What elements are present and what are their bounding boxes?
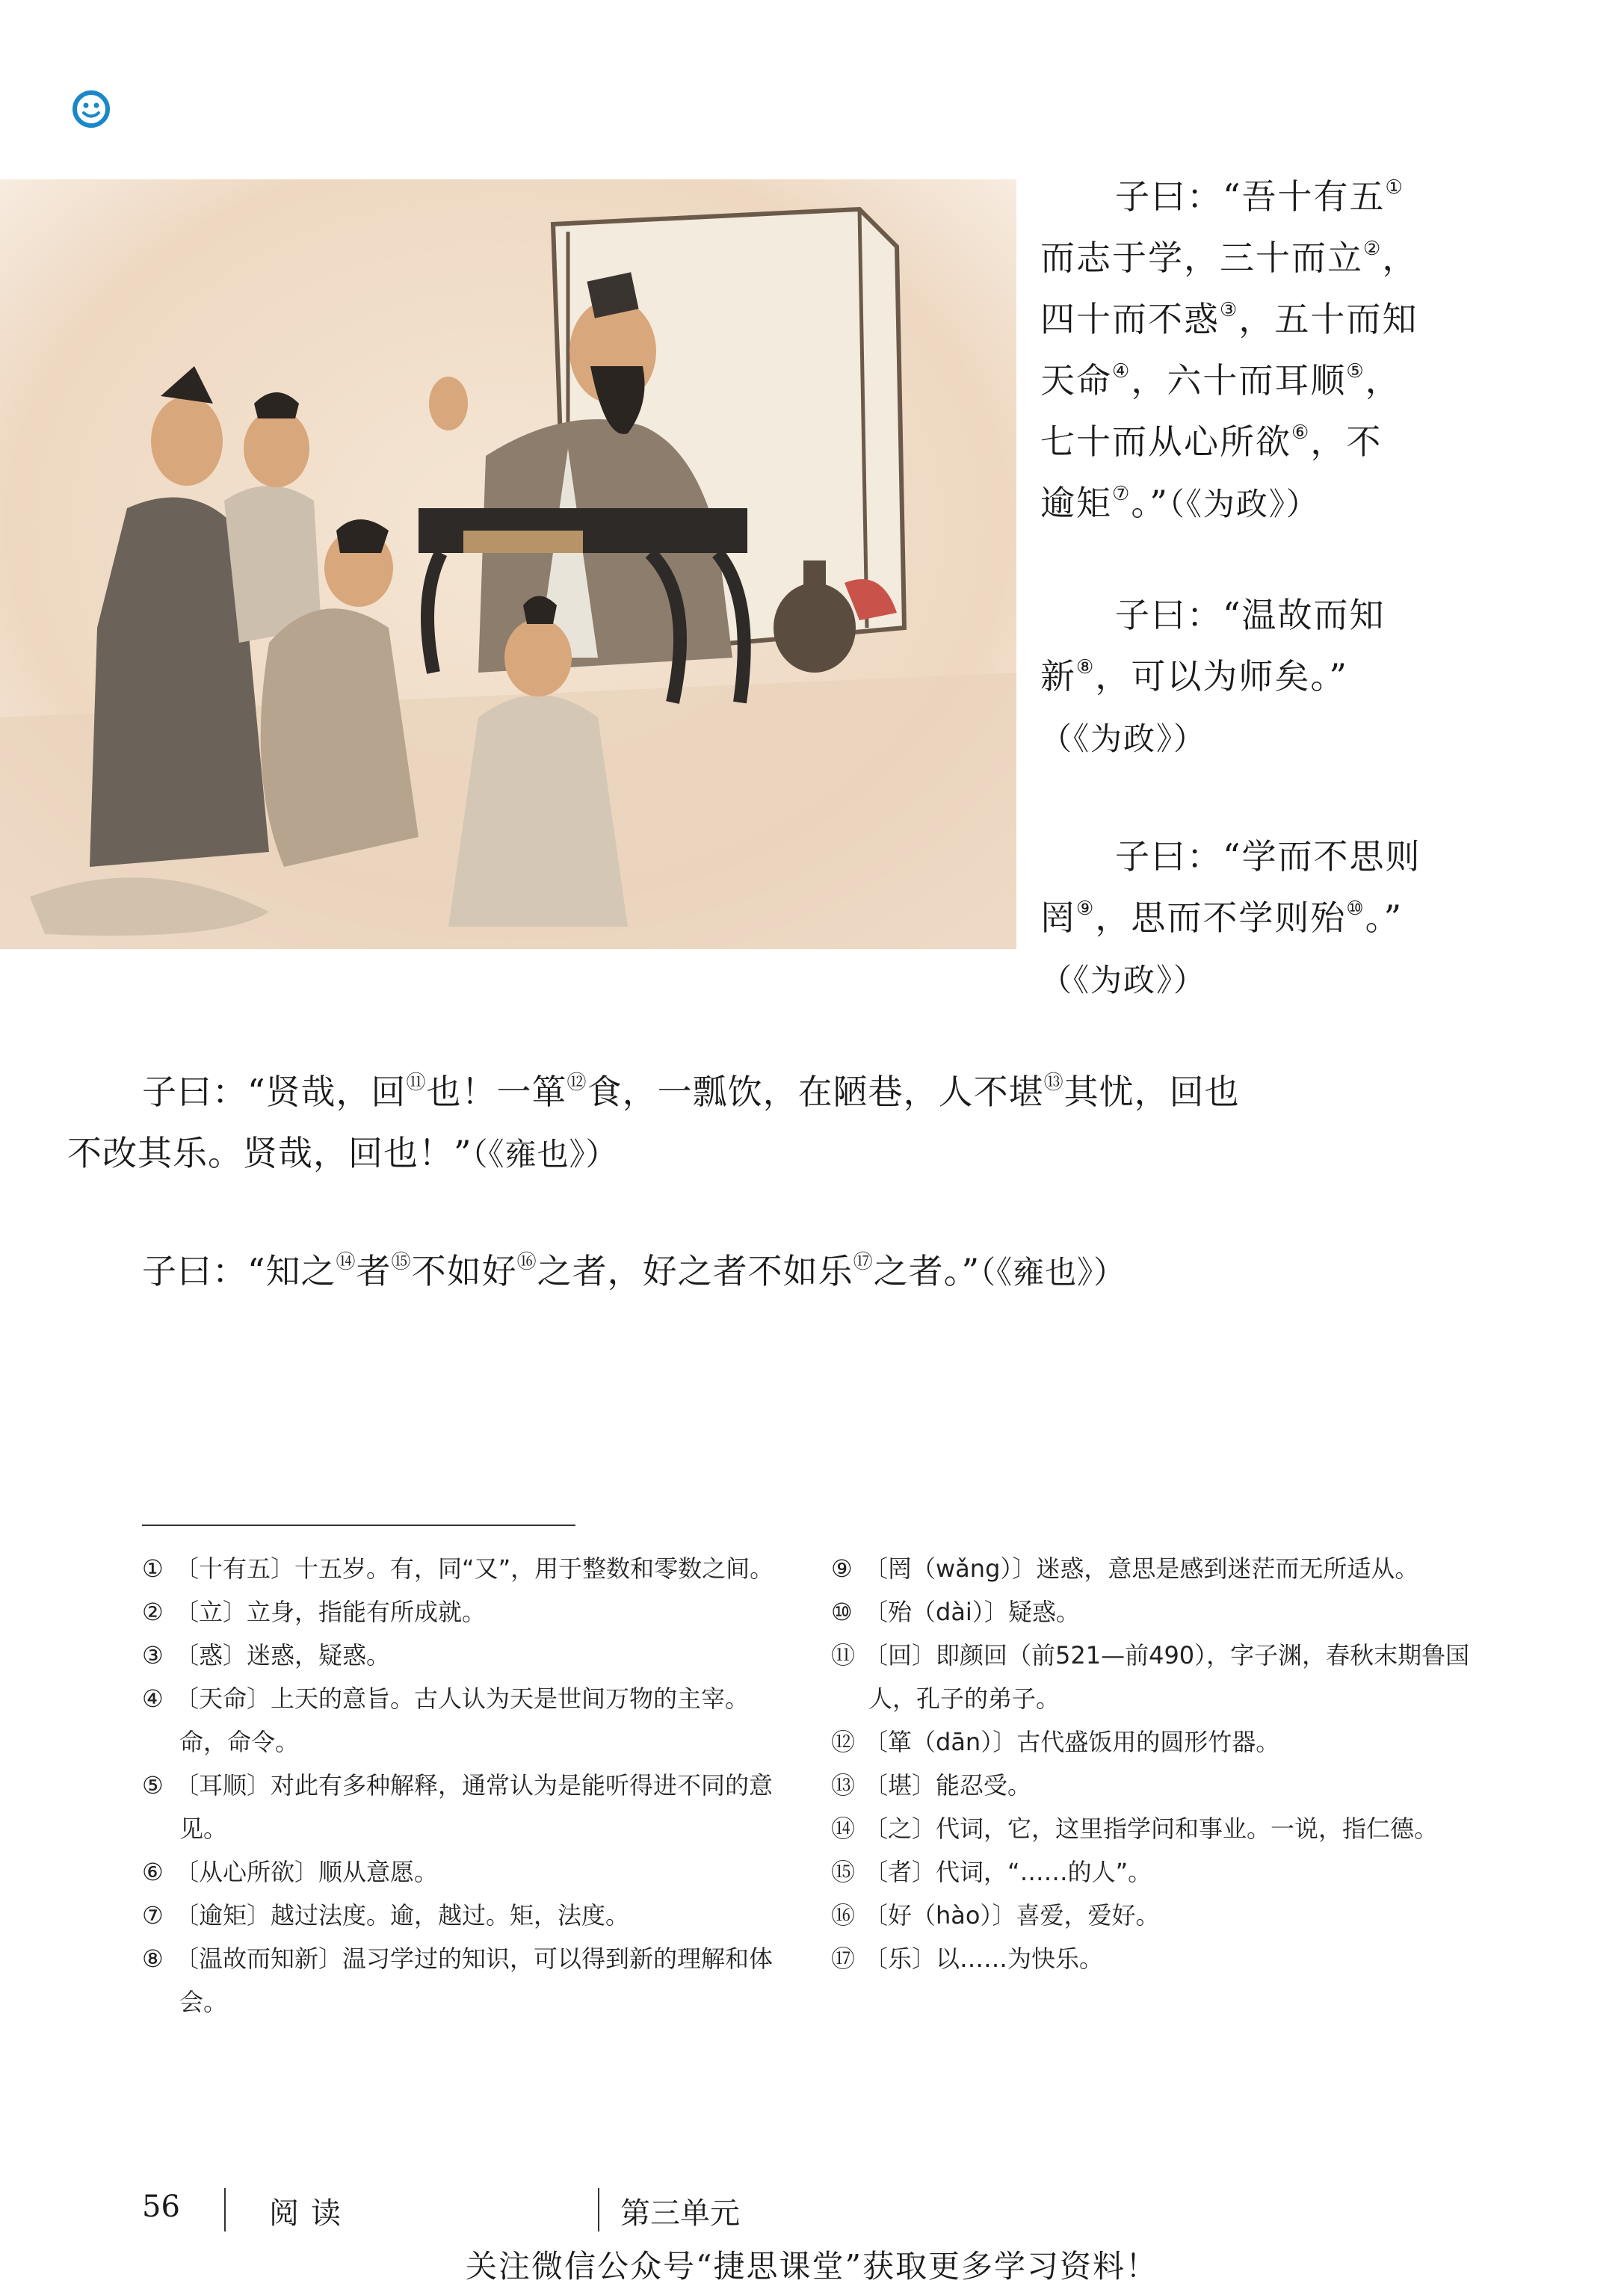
verse-text: 不改其乐。贤哉，回也！” <box>67 1133 472 1173</box>
verse-text: 逾矩 <box>1040 483 1112 523</box>
verse-source: （《为政》） <box>1040 720 1207 757</box>
footnote-item <box>142 1634 785 1677</box>
footnote-number: ⑥ <box>142 1858 164 1886</box>
footnote-divider <box>142 1525 575 1526</box>
footnote-text: 〔从心所欲〕顺从意愿。 <box>175 1858 439 1886</box>
footnote-ref: ① <box>1385 176 1404 199</box>
footnote-number: ⑮ <box>831 1858 856 1886</box>
footnote-ref: ⑩ <box>1346 898 1365 920</box>
footnote-item <box>142 1850 785 1894</box>
footnote-item <box>831 1807 1474 1850</box>
footnote-text: 〔堪〕能忍受。 <box>864 1771 1032 1800</box>
verse-line <box>67 1122 1457 1185</box>
verse-text: 子曰：“温故而知 <box>1115 595 1386 635</box>
verse-line <box>1040 288 1444 350</box>
verse-text: 之者。” <box>873 1251 981 1291</box>
footnotes-right <box>831 1547 1474 1980</box>
verse-text: 者 <box>356 1251 392 1291</box>
footnote-number: ⑫ <box>831 1728 856 1756</box>
footnote-number: ⑰ <box>831 1945 856 1973</box>
verse-line <box>1040 646 1444 707</box>
footnote-ref: ⑰ <box>853 1251 874 1273</box>
verse-text: 子曰：“吾十有五 <box>1115 176 1386 217</box>
unit-label: 第三单元 <box>620 2196 740 2231</box>
section-label: 阅读 <box>269 2196 353 2231</box>
verse-text: 之者，好之者不如乐 <box>537 1251 853 1291</box>
footnote-item <box>142 1764 785 1850</box>
footnote-ref: ④ <box>1112 360 1131 383</box>
footnote-number: ⑨ <box>831 1554 853 1583</box>
page-number: 56 <box>142 2190 180 2224</box>
footnote-number: ⑬ <box>831 1771 856 1800</box>
verse-xueersi <box>1040 826 1444 1011</box>
footnote-number: ③ <box>142 1641 164 1669</box>
confucius-teaching-illustration <box>0 179 1016 949</box>
verse-text: ，可以为师矣。” <box>1095 656 1348 696</box>
verse-text: 新 <box>1040 656 1076 696</box>
footnote-number: ⑭ <box>831 1814 856 1843</box>
verse-text: 也！一箪 <box>426 1072 567 1112</box>
verse-text: ，六十而耳顺 <box>1131 360 1347 401</box>
verse-line <box>1040 584 1444 646</box>
verse-text: 七十而从心所欲 <box>1040 421 1291 462</box>
footnote-text: 〔惑〕迷惑，疑惑。 <box>175 1641 391 1669</box>
verse-line <box>1040 707 1444 770</box>
footnote-ref: ⑫ <box>566 1072 587 1094</box>
footnote-ref: ⑭ <box>336 1251 356 1273</box>
footnote-ref: ⑧ <box>1076 656 1096 679</box>
footnote-item <box>831 1850 1474 1894</box>
footnote-text: 〔者〕代词，“……的人”。 <box>864 1858 1152 1886</box>
footnote-item <box>831 1894 1474 1937</box>
footnote-text: 〔耳顺〕对此有多种解释，通常认为是能听得进不同的意见。 <box>175 1771 774 1843</box>
smiley-icon <box>72 90 111 129</box>
verse-text: 四十而不惑 <box>1040 299 1220 339</box>
footnote-item <box>142 1677 785 1764</box>
footnote-text: 〔十有五〕十五岁。有，同“又”，用于整数和零数之间。 <box>175 1554 774 1583</box>
footnote-ref: ⑯ <box>516 1251 537 1273</box>
verse-text: 不如好 <box>411 1251 517 1291</box>
footnote-ref: ⑬ <box>1043 1072 1064 1094</box>
verse-text: 。” <box>1131 483 1169 523</box>
footnote-text: 〔乐〕以……为快乐。 <box>864 1945 1104 1973</box>
footnote-text: 〔殆（dài）〕疑惑。 <box>864 1598 1080 1626</box>
verse-line <box>1040 472 1444 535</box>
footnote-text: 〔逾矩〕越过法度。逾，越过。矩，法度。 <box>175 1901 630 1930</box>
verse-text: ，不 <box>1310 421 1383 462</box>
footer-divider <box>598 2188 599 2231</box>
verse-text: 罔 <box>1040 898 1076 938</box>
footnote-text: 〔好（hào）〕喜爱，爱好。 <box>864 1901 1160 1930</box>
verse-line <box>1040 411 1444 472</box>
verse-line <box>1040 350 1444 411</box>
verse-source: （《雍也》） <box>980 1254 1126 1291</box>
verse-text: 子曰：“知之 <box>142 1251 336 1291</box>
footnote-number: ⑯ <box>831 1901 856 1930</box>
verse-xianzai <box>67 1061 1457 1185</box>
verse-wengu <box>1040 584 1444 770</box>
verse-text: ， <box>1382 238 1418 278</box>
footnote-item <box>142 1894 785 1937</box>
footnote-number: ① <box>142 1554 164 1583</box>
footnote-ref: ⑦ <box>1112 483 1131 505</box>
footnote-number: ④ <box>142 1684 164 1713</box>
footnote-text: 〔之〕代词，它，这里指学问和事业。一说，指仁德。 <box>864 1814 1439 1843</box>
verse-line <box>1040 166 1444 227</box>
verse-line <box>1040 826 1444 887</box>
promo-text: 关注微信公众号“捷思课堂”获取更多学习资料！ <box>466 2248 1158 2285</box>
footnote-number: ⑦ <box>142 1901 164 1930</box>
footnote-item <box>142 1590 785 1634</box>
verse-text: 食，一瓢饮，在陋巷，人不堪 <box>587 1072 1044 1112</box>
footnote-number: ② <box>142 1598 164 1626</box>
footnote-ref: ③ <box>1220 299 1239 321</box>
verse-text: ， <box>1365 360 1401 401</box>
footnote-item <box>831 1720 1474 1764</box>
footer-divider <box>224 2188 226 2231</box>
verse-line <box>1040 887 1444 948</box>
footnote-number: ⑪ <box>831 1641 856 1669</box>
verse-text: 。” <box>1365 898 1404 938</box>
verse-source: （《为政》） <box>1040 962 1207 998</box>
verse-wuxiyouwu <box>1040 166 1444 535</box>
footnote-ref: ⑨ <box>1076 898 1096 920</box>
footnote-text: 〔温故而知新〕温习学过的知识，可以得到新的理解和体会。 <box>175 1945 774 2016</box>
footnote-item <box>142 1937 785 2024</box>
footnote-item <box>831 1634 1474 1720</box>
footnote-ref: ⑪ <box>406 1072 427 1094</box>
verse-source: （《为政》） <box>1168 486 1319 522</box>
footnote-text: 〔回〕即颜回（前521—前490），字子渊，春秋末期鲁国人，孔子的弟子。 <box>864 1641 1470 1713</box>
footnote-number: ⑤ <box>142 1771 164 1800</box>
footnote-text: 〔天命〕上天的意旨。古人认为天是世间万物的主宰。命，命令。 <box>175 1684 750 1756</box>
verse-text: 其忧，回也 <box>1063 1072 1240 1112</box>
footnote-item <box>831 1590 1474 1634</box>
footnotes-left <box>142 1547 785 2024</box>
footnote-text: 〔罔（wǎng）〕迷惑，意思是感到迷茫而无所适从。 <box>864 1554 1419 1583</box>
verse-text: ，五十而知 <box>1238 299 1418 339</box>
verse-text: 子曰：“贤哉，回 <box>142 1072 407 1112</box>
footnote-ref: ⑤ <box>1346 360 1365 383</box>
footnote-item <box>831 1547 1474 1590</box>
verse-text: 而志于学，三十而立 <box>1040 238 1363 278</box>
footnote-item <box>831 1764 1474 1807</box>
footnote-ref: ⑥ <box>1291 421 1311 444</box>
footnote-number: ⑩ <box>831 1598 853 1626</box>
verse-text: 子曰：“学而不思则 <box>1115 836 1421 877</box>
footnote-item <box>831 1937 1474 1980</box>
verse-zhizhizhe <box>142 1241 1457 1303</box>
verse-source: （《雍也》） <box>472 1136 618 1173</box>
footnote-item <box>142 1547 785 1590</box>
verse-text: ，思而不学则殆 <box>1095 898 1347 938</box>
footnote-number: ⑧ <box>142 1945 164 1973</box>
footnote-ref: ② <box>1363 238 1383 260</box>
verse-line <box>1040 227 1444 288</box>
verse-text: 天命 <box>1040 360 1112 401</box>
footnote-text: 〔箪（dān）〕古代盛饭用的圆形竹器。 <box>864 1728 1280 1756</box>
footnote-text: 〔立〕立身，指能有所成就。 <box>175 1598 487 1626</box>
verse-line <box>1040 948 1444 1011</box>
footnote-ref: ⑮ <box>391 1251 412 1273</box>
